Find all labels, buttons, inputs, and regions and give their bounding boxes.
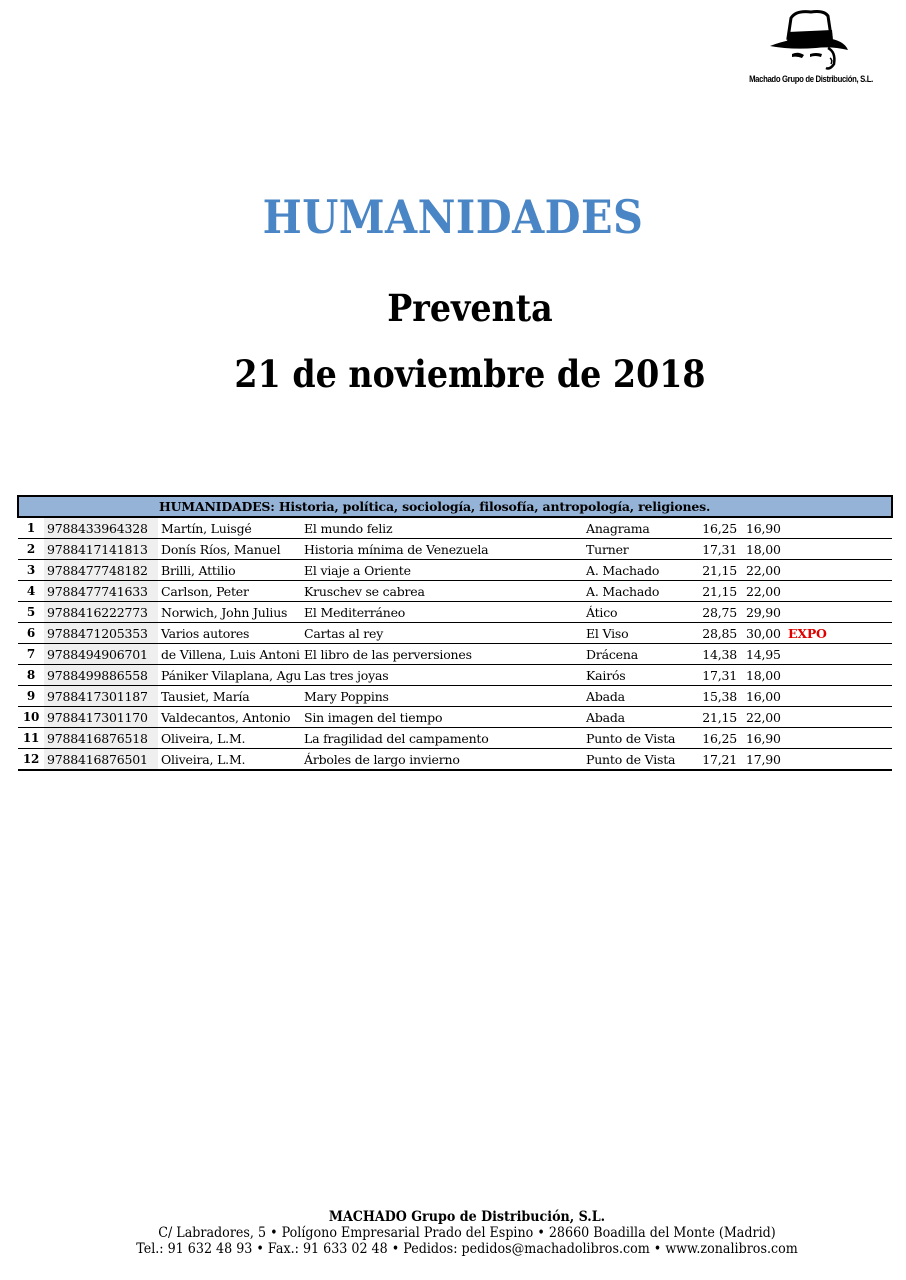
row-number: 6 [18,623,44,644]
row-number: 7 [18,644,44,665]
table-row [18,517,892,539]
author: de Villena, Luis Antoni [158,644,301,665]
tag-badge [785,728,892,749]
book-title: Historia mínima de Venezuela [301,539,583,560]
tag-badge [785,517,892,539]
price-pvp: 30,00 [743,623,785,644]
price-pvp: 22,00 [743,707,785,728]
price-pvp: 18,00 [743,539,785,560]
table-row [18,686,892,707]
price-net: 28,85 [693,623,743,644]
publisher: Punto de Vista [583,749,693,771]
logo-company-name: Machado Grupo de Distribución, S.L. [749,74,873,84]
price-pvp: 16,90 [743,728,785,749]
footer-contact: Tel.: 91 632 48 93 • Fax.: 91 633 02 48 • Pedidos: pedidos@machadolibros.com • www.zonalibros.com [136,1241,798,1257]
book-title: Sin imagen del tiempo [301,707,583,728]
row-number: 1 [18,517,44,539]
table-row [18,539,892,560]
price-pvp: 16,90 [743,517,785,539]
table-row [18,749,892,771]
isbn: 9788417141813 [44,539,158,560]
author: Brilli, Attilio [158,560,301,581]
isbn: 9788416876501 [44,749,158,771]
tag-badge [785,749,892,771]
publisher: Abada [583,707,693,728]
author: Norwich, John Julius [158,602,301,623]
book-title: Las tres joyas [301,665,583,686]
author: Tausiet, María [158,686,301,707]
presale-date: 21 de noviembre de 2018 [234,352,706,396]
row-number: 12 [18,749,44,771]
author: Varios autores [158,623,301,644]
book-title: Árboles de largo invierno [301,749,583,771]
page-title: HUMANIDADES [262,190,644,244]
section-title: HUMANIDADES: Historia, política, sociología, filosofía, antropología, religiones. [18,496,892,517]
tag-badge [785,539,892,560]
table-row [18,728,892,749]
price-net: 15,38 [693,686,743,707]
tag-badge [785,602,892,623]
tag-badge [785,581,892,602]
row-number: 10 [18,707,44,728]
table-row [18,707,892,728]
isbn: 9788417301170 [44,707,158,728]
book-title: Cartas al rey [301,623,583,644]
publisher: Punto de Vista [583,728,693,749]
price-net: 17,31 [693,539,743,560]
row-number: 3 [18,560,44,581]
price-pvp: 22,00 [743,560,785,581]
tag-badge [785,665,892,686]
price-pvp: 16,00 [743,686,785,707]
isbn: 9788477748182 [44,560,158,581]
isbn: 9788494906701 [44,644,158,665]
row-number: 4 [18,581,44,602]
footer-company: MACHADO Grupo de Distribución, S.L. [328,1209,606,1225]
price-pvp: 14,95 [743,644,785,665]
book-title: La fragilidad del campamento [301,728,583,749]
expo-badge: EXPO [785,623,892,644]
author: Carlson, Peter [158,581,301,602]
table-row [18,623,892,644]
row-number: 8 [18,665,44,686]
price-net: 21,15 [693,581,743,602]
book-title: El libro de las perversiones [301,644,583,665]
row-number: 9 [18,686,44,707]
price-pvp: 18,00 [743,665,785,686]
price-net: 28,75 [693,602,743,623]
man-in-fedora-hat-icon [736,8,886,74]
book-title: El mundo feliz [301,517,583,539]
isbn: 9788499886558 [44,665,158,686]
publisher: Ático [583,602,693,623]
page-footer [28,1209,906,1257]
book-title: El viaje a Oriente [301,560,583,581]
table-row [18,644,892,665]
footer-address: C/ Labradores, 5 • Polígono Empresarial Prado del Espino • 28660 Boadilla del Monte (Madrid) [158,1225,776,1241]
author: Oliveira, L.M. [158,728,301,749]
author: Oliveira, L.M. [158,749,301,771]
price-pvp: 29,90 [743,602,785,623]
isbn: 9788416222773 [44,602,158,623]
tag-badge [785,560,892,581]
table-row [18,581,892,602]
row-number: 11 [18,728,44,749]
company-logo [736,8,886,92]
isbn: 9788477741633 [44,581,158,602]
isbn: 9788417301187 [44,686,158,707]
publisher: Turner [583,539,693,560]
row-number: 5 [18,602,44,623]
tag-badge [785,644,892,665]
publisher: Anagrama [583,517,693,539]
price-net: 21,15 [693,560,743,581]
price-pvp: 17,90 [743,749,785,771]
isbn: 9788433964328 [44,517,158,539]
price-net: 16,25 [693,728,743,749]
author: Donís Ríos, Manuel [158,539,301,560]
section-header-row [18,496,892,517]
price-net: 17,21 [693,749,743,771]
row-number: 2 [18,539,44,560]
tag-badge [785,707,892,728]
price-net: 17,31 [693,665,743,686]
book-title: Kruschev se cabrea [301,581,583,602]
publisher: Kairós [583,665,693,686]
publisher: A. Machado [583,581,693,602]
table-row [18,665,892,686]
book-title: El Mediterráneo [301,602,583,623]
tag-badge [785,686,892,707]
author: Pániker Vilaplana, Agu [158,665,301,686]
price-net: 21,15 [693,707,743,728]
price-net: 14,38 [693,644,743,665]
price-pvp: 22,00 [743,581,785,602]
book-title: Mary Poppins [301,686,583,707]
publisher: Drácena [583,644,693,665]
author: Martín, Luisgé [158,517,301,539]
page-subtitle: Preventa [387,286,553,330]
table-row [18,560,892,581]
author: Valdecantos, Antonio [158,707,301,728]
publisher: A. Machado [583,560,693,581]
isbn: 9788471205353 [44,623,158,644]
publisher: El Viso [583,623,693,644]
isbn: 9788416876518 [44,728,158,749]
table-row [18,602,892,623]
publisher: Abada [583,686,693,707]
price-net: 16,25 [693,517,743,539]
books-table [17,495,893,771]
